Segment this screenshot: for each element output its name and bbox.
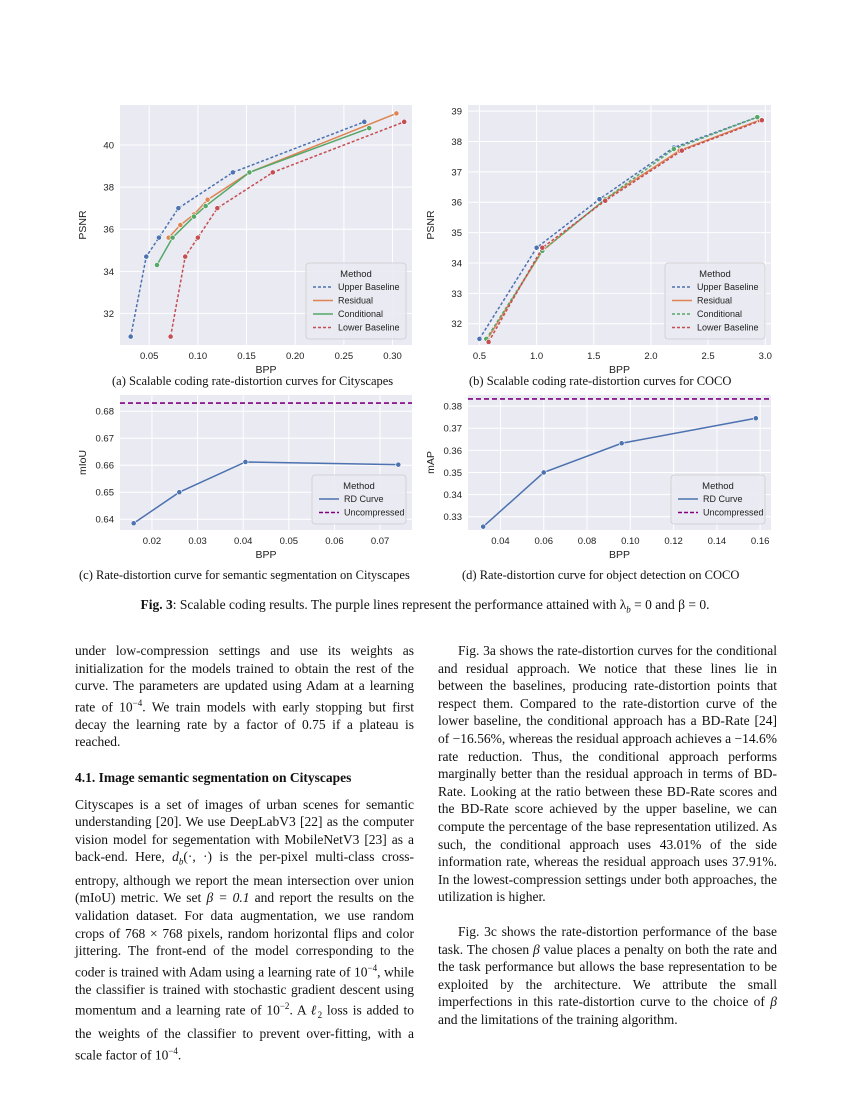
y-tick-label: 40 bbox=[103, 140, 114, 152]
chart-c-svg bbox=[70, 390, 420, 570]
x-axis-label: BPP bbox=[608, 364, 631, 376]
math-run: −14.6% bbox=[734, 730, 777, 746]
panel-d-caption: (d) Rate-distortion curve for object detection on COCO bbox=[462, 568, 740, 582]
section-heading: 4.1. Image semantic segmentation on Cityscapes bbox=[75, 770, 352, 786]
y-tick-label: 0.67 bbox=[95, 433, 114, 445]
math-run: β = 0.1 bbox=[206, 890, 250, 906]
x-tick-label: 0.20 bbox=[285, 351, 305, 362]
data-point bbox=[156, 235, 161, 240]
x-tick-label: 2.5 bbox=[701, 351, 715, 362]
data-point bbox=[168, 334, 173, 339]
math-run: 37.91% bbox=[732, 854, 774, 870]
legend-label: Conditional bbox=[697, 309, 743, 319]
data-point bbox=[402, 119, 407, 124]
figure-caption-label: Fig. 3 bbox=[140, 597, 173, 612]
legend-label: RD Curve bbox=[344, 494, 384, 504]
text-run: rate reduction. Thus, the conditional approach performs marginally better than the residual approach in terms of BD-Rate. Looking at the ratio between these BD-Rate scores and the BD-Rate score achieved by the upper baseline, we can compute the percentage of the base representation utilized. As such, the conditional approach uses bbox=[438, 748, 777, 852]
x-tick-label: 1.0 bbox=[529, 351, 544, 362]
data-point bbox=[170, 235, 175, 240]
text-run: and the limitations of the training algorithm. bbox=[438, 1011, 678, 1027]
legend-title: Method bbox=[702, 481, 734, 492]
data-point bbox=[128, 334, 133, 339]
math-run: β bbox=[532, 941, 540, 957]
math-sub: b bbox=[178, 857, 184, 868]
y-tick-label: 0.68 bbox=[95, 406, 114, 418]
math-run: ℓ bbox=[310, 1002, 318, 1018]
text-run: Cityscapes is a set of images of urban scenes for semantic understanding [20]. We use DeepLabV3 [22] as the computer vision model for segementation with MobileNetV3 [23] as a back-end. Here, bbox=[75, 796, 414, 865]
math-run: β bbox=[770, 994, 777, 1010]
y-tick-label: 0.35 bbox=[443, 467, 462, 479]
legend-label: Residual bbox=[697, 295, 733, 306]
x-tick-label: 0.16 bbox=[750, 536, 770, 547]
x-axis-label: BPP bbox=[608, 549, 631, 561]
x-axis-label: BPP bbox=[255, 364, 277, 376]
data-point bbox=[759, 118, 764, 123]
chart-a-svg bbox=[70, 95, 420, 376]
data-point bbox=[396, 462, 401, 467]
text-run: . A bbox=[289, 1002, 311, 1018]
figure-caption-sub: b bbox=[626, 604, 631, 615]
legend-label: Upper Baseline bbox=[338, 282, 400, 292]
text-run: value places a penalty on both the rate and the task performance but allows the base representation to be exploited by the architecture. We attribute the small imperfections in this rate-distortion curve to the choice of bbox=[438, 941, 777, 1010]
legend-label: Uncompressed bbox=[703, 507, 764, 518]
legend-label: Lower Baseline bbox=[338, 322, 400, 333]
math-sup: −4 bbox=[132, 697, 143, 708]
x-tick-label: 0.03 bbox=[188, 536, 207, 547]
x-tick-label: 0.04 bbox=[491, 536, 510, 547]
legend-label: Residual bbox=[338, 295, 374, 306]
y-tick-label: 34 bbox=[451, 258, 462, 270]
data-point bbox=[534, 245, 539, 250]
math-run: (·, ·) bbox=[183, 849, 212, 865]
x-tick-label: 0.06 bbox=[325, 536, 344, 547]
math-run: 43.01% bbox=[659, 836, 702, 852]
data-point bbox=[177, 490, 182, 495]
right-paragraph-2 bbox=[438, 923, 777, 1029]
text-run: . bbox=[177, 1047, 182, 1063]
y-tick-label: 39 bbox=[451, 106, 462, 118]
x-tick-label: 0.07 bbox=[370, 536, 390, 547]
data-point bbox=[178, 222, 183, 227]
data-point bbox=[671, 146, 676, 151]
x-tick-label: 0.5 bbox=[472, 351, 487, 362]
chart-c-cityscapes-segmentation bbox=[70, 390, 420, 570]
text-run: , while the classifier is trained with stochastic gradient descent using momentum and a learning rate of bbox=[75, 964, 414, 1018]
left-paragraph-2 bbox=[75, 796, 414, 1064]
y-axis-label: mIoU bbox=[77, 449, 89, 476]
legend-label: Upper Baseline bbox=[697, 282, 759, 292]
data-point bbox=[541, 470, 546, 475]
y-tick-label: 32 bbox=[451, 319, 462, 331]
y-tick-label: 0.38 bbox=[443, 401, 462, 413]
data-point bbox=[183, 254, 188, 259]
chart-d-svg bbox=[420, 390, 780, 570]
data-point bbox=[597, 197, 602, 202]
chart-b-coco-scalable bbox=[420, 95, 780, 376]
x-tick-label: 0.14 bbox=[707, 536, 727, 547]
math-run: d bbox=[172, 849, 179, 865]
y-axis-label: PSNR bbox=[77, 210, 89, 240]
math-run: 10 bbox=[266, 1002, 280, 1018]
text-run: , whereas the residual approach achieves a bbox=[501, 730, 735, 746]
chart-a-cityscapes-scalable bbox=[70, 95, 420, 376]
data-point bbox=[243, 459, 248, 464]
x-tick-label: 0.05 bbox=[279, 536, 299, 547]
x-tick-label: 0.04 bbox=[233, 536, 253, 547]
y-tick-label: 36 bbox=[451, 197, 462, 209]
y-tick-label: 35 bbox=[451, 228, 462, 240]
legend-label: Conditional bbox=[338, 309, 384, 319]
legend-title: Method bbox=[340, 269, 372, 280]
x-tick-label: 1.5 bbox=[587, 351, 601, 362]
y-axis-label: mAP bbox=[425, 451, 437, 474]
panel-b-caption: (b) Scalable coding rate-distortion curves for COCO bbox=[469, 374, 732, 388]
y-tick-label: 0.33 bbox=[443, 512, 462, 524]
legend-title: Method bbox=[699, 269, 731, 280]
math-sup: −4 bbox=[168, 1045, 178, 1056]
x-tick-label: 0.02 bbox=[142, 536, 162, 547]
figure-caption-text: : Scalable coding results. The purple lines represent the performance attained with λ bbox=[172, 597, 627, 612]
data-point bbox=[394, 111, 399, 116]
math-run: 10 bbox=[119, 699, 133, 715]
data-point bbox=[362, 119, 367, 124]
data-point bbox=[481, 524, 486, 529]
figure-caption-tail: = 0 and β = 0. bbox=[630, 597, 710, 612]
math-sub: 2 bbox=[317, 1010, 323, 1021]
right-paragraph-1 bbox=[438, 642, 777, 906]
data-point bbox=[247, 170, 252, 175]
text-run: and report the results on the validation dataset. For data augmentation, we use random crops of 768 × 768 pixels, random horizontal flips and color jittering. The front-end of the model corresponding to the coder is trained with Adam using a learning rate of bbox=[75, 890, 414, 980]
data-point bbox=[270, 170, 275, 175]
left-paragraph-1 bbox=[75, 642, 414, 751]
x-tick-label: 0.10 bbox=[188, 351, 208, 362]
right-column bbox=[438, 642, 777, 1028]
panel-c-caption: (c) Rate-distortion curve for semantic segmentation on Cityscapes bbox=[79, 568, 410, 582]
y-tick-label: 33 bbox=[451, 288, 462, 300]
data-point bbox=[540, 245, 545, 250]
y-tick-label: 37 bbox=[451, 167, 462, 179]
math-run: 10 bbox=[354, 964, 368, 980]
x-tick-label: 2.0 bbox=[644, 351, 658, 362]
y-tick-label: 38 bbox=[451, 136, 462, 148]
y-tick-label: 38 bbox=[103, 182, 114, 194]
x-tick-label: 0.15 bbox=[237, 351, 256, 362]
y-tick-label: 0.34 bbox=[443, 490, 462, 502]
math-sup: −4 bbox=[367, 962, 378, 973]
data-point bbox=[367, 126, 372, 131]
data-point bbox=[154, 262, 159, 267]
chart-d-coco-detection bbox=[420, 390, 780, 570]
x-tick-label: 0.12 bbox=[664, 536, 683, 547]
text-run: of the side information rate, whereas the residual approach uses bbox=[438, 836, 777, 870]
data-point bbox=[230, 170, 235, 175]
data-point bbox=[477, 336, 482, 341]
text-run: Fig. 3a shows the rate-distortion curves for the conditional and residual approach. We notice that these lines lie in between the baselines, producing rate-distortion points that respect them. Compared to the rate-distortion curve of the lower baseline, the conditional approach has a BD-Rate [24] of bbox=[438, 643, 777, 746]
data-point bbox=[191, 214, 196, 219]
data-point bbox=[144, 254, 149, 259]
text-run: Fig. 3c shows the rate-distortion performance of the base task. The chosen bbox=[438, 923, 777, 957]
left-column bbox=[75, 642, 414, 1064]
data-point bbox=[195, 235, 200, 240]
text-run: is the per-pixel multi-class cross-entropy, although we report the mean intersection over union (mIoU) metric. We set bbox=[75, 849, 414, 906]
data-point bbox=[753, 416, 758, 421]
legend-label: Lower Baseline bbox=[697, 322, 759, 333]
data-point bbox=[679, 148, 684, 153]
math-run: 10 bbox=[154, 1047, 169, 1063]
y-tick-label: 0.65 bbox=[95, 487, 114, 499]
x-tick-label: 3.0 bbox=[758, 351, 772, 362]
y-tick-label: 36 bbox=[103, 224, 114, 236]
data-point bbox=[755, 115, 760, 120]
text-run: under low-compression settings and use its weights as initialization for the models trained to obtain the rest of the curve. The parameters are updated using Adam at a learning rate of bbox=[75, 643, 414, 715]
data-point bbox=[486, 339, 491, 344]
y-tick-label: 34 bbox=[103, 266, 114, 278]
x-tick-label: 0.30 bbox=[383, 351, 402, 362]
legend-label: RD Curve bbox=[703, 494, 743, 504]
x-tick-label: 0.10 bbox=[621, 536, 640, 547]
data-point bbox=[131, 521, 136, 526]
y-tick-label: 0.66 bbox=[95, 460, 114, 472]
panel-a-caption: (a) Scalable coding rate-distortion curves for Cityscapes bbox=[112, 374, 394, 388]
figure-caption bbox=[0, 597, 850, 615]
chart-b-svg bbox=[420, 95, 780, 376]
data-point bbox=[205, 197, 210, 202]
legend-label: Uncompressed bbox=[344, 507, 405, 518]
y-tick-label: 32 bbox=[103, 308, 114, 320]
x-tick-label: 0.05 bbox=[139, 351, 159, 362]
y-axis-label: PSNR bbox=[425, 210, 437, 240]
math-sup: −2 bbox=[279, 1001, 290, 1012]
y-tick-label: 0.37 bbox=[443, 423, 462, 435]
x-axis-label: BPP bbox=[255, 549, 277, 561]
x-tick-label: 0.25 bbox=[334, 351, 354, 362]
y-tick-label: 0.36 bbox=[443, 445, 462, 457]
data-point bbox=[215, 206, 220, 211]
x-tick-label: 0.06 bbox=[534, 536, 553, 547]
legend-title: Method bbox=[343, 481, 375, 492]
math-run: −16.56% bbox=[452, 730, 502, 746]
x-tick-label: 0.08 bbox=[577, 536, 597, 547]
data-point bbox=[619, 441, 624, 446]
text-run: . We train models with early stopping but first decay the learning rate by a factor of 0.75 if a plateau is reached. bbox=[75, 699, 414, 750]
data-point bbox=[603, 198, 608, 203]
data-point bbox=[203, 203, 208, 208]
text-run: . In the lowest-compression settings under both approaches, the utilization is higher. bbox=[438, 854, 777, 905]
y-tick-label: 0.64 bbox=[95, 514, 114, 526]
data-point bbox=[176, 206, 181, 211]
text-run: loss is added to the weights of the classifier to prevent over-fitting, with a scale factor of bbox=[75, 1002, 415, 1063]
